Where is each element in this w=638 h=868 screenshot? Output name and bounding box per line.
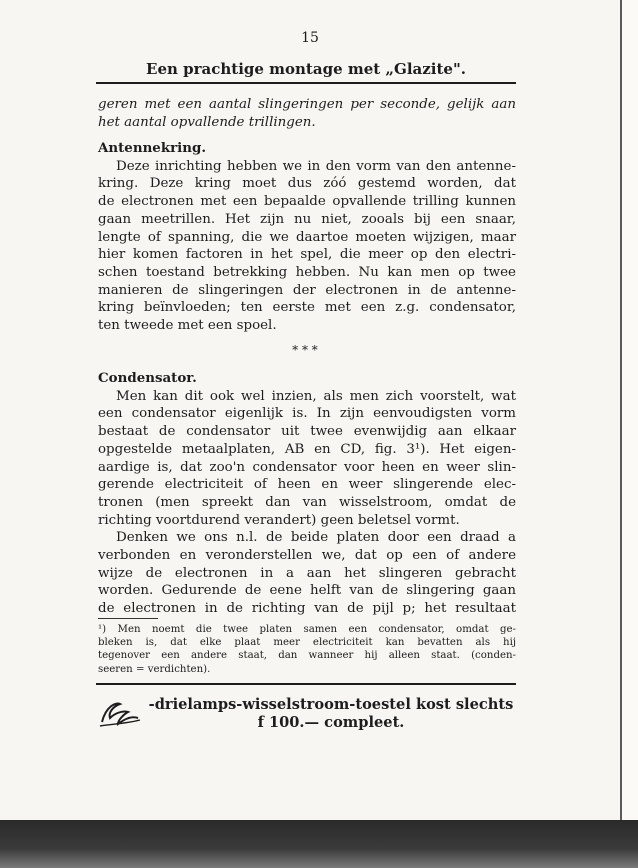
body-line: opgestelde metaalplaten, AB en CD, fig. 3¹). Het eigen-: [98, 441, 516, 457]
advert-text-line2: f 100.— compleet.: [257, 714, 405, 731]
body-line: een condensator eigenlijk is. In zijn eenvoudigsten vorm: [98, 406, 516, 422]
advert-rule: [96, 683, 516, 685]
body-line: kring. Deze kring moet dus zóó gestemd worden, dat: [98, 176, 516, 192]
section-antennekring: [98, 140, 516, 335]
body-line: de electronen in de richting van de pijl p; het resultaat: [98, 601, 516, 617]
page-number: 15: [301, 30, 319, 46]
section-condensator: [98, 370, 516, 618]
body-line: verbonden en veronderstellen we, dat op een of andere: [98, 548, 516, 564]
body-line: wijze de electronen in a aan het slingeren gebracht: [98, 565, 516, 581]
running-title: Een prachtige montage met „Glazite".: [146, 60, 466, 78]
body-line: lengte of spanning, die we daartoe moeten wijzigen, maar: [98, 229, 516, 245]
etafem-logo: [98, 698, 142, 728]
body-line: gaan meetrillen. Het zijn nu niet, zooals bij een snaar,: [98, 211, 516, 227]
body-line: tronen (men spreekt dan van wisselstroom, omdat de: [98, 494, 516, 510]
section-separator: [0, 345, 610, 355]
footnote-line: ¹) Men noemt die twee platen samen een condensator, omdat ge-: [98, 624, 516, 635]
separator-stars: * * *: [292, 343, 318, 357]
body-line: manieren de slingeringen der electronen in de antenne-: [98, 282, 516, 298]
intro-line: het aantal opvallende trillingen.: [98, 114, 316, 130]
advertisement: [98, 690, 516, 740]
body-line: bestaat de condensator uit twee evenwijdig aan elkaar: [98, 424, 516, 440]
footnote: [98, 623, 516, 676]
intro-line: geren met een aantal slingeringen per seconde, gelijk aan: [98, 97, 516, 112]
body-line: Men kan dit ook wel inzien, als men zich voorstelt, wat: [116, 388, 516, 404]
body-line: schen toestand betrekking hebben. Nu kan men op twee: [98, 264, 516, 280]
footnote-line: bleken is, dat elke plaat meer electriciteit kan bevatten als hij: [98, 637, 516, 649]
scan-shadow: [0, 820, 638, 868]
intro-paragraph: [98, 96, 516, 131]
body-line: de electronen met een bepaalde opvallende trilling kunnen: [98, 194, 516, 210]
body-line: richting voortdurend verandert) geen beletsel vormt.: [98, 512, 460, 528]
footnote-line: tegenover een andere staat, dan wanneer hij alleen staat. (conden-: [98, 650, 516, 662]
advert-text-line1: -drielamps-wisselstroom-toestel kost slechts: [148, 696, 514, 713]
footnote-line: seeren = verdichten).: [98, 663, 211, 675]
body-line: hier komen factoren in het spel, die meer op den electri-: [98, 247, 516, 263]
body-line: Denken we ons n.l. de beide platen door een draad a: [116, 530, 516, 546]
body-line: ten tweede met een spoel.: [98, 318, 277, 334]
body-line: Deze inrichting hebben we in den vorm van den antenne-: [116, 158, 516, 174]
body-line: kring beïnvloeden; ten eerste met een z.g. condensator,: [98, 300, 516, 316]
body-line: gerende electriciteit of heen en weer slingerende elec-: [98, 477, 516, 493]
section-heading: Condensator.: [98, 370, 197, 386]
section-heading: Antennekring.: [98, 140, 207, 156]
body-line: worden. Gedurende de eene helft van de slingering gaan: [98, 583, 516, 599]
footnote-rule: [98, 618, 158, 619]
header-rule: [96, 82, 516, 84]
body-line: aardige is, dat zoo'n condensator voor heen en weer slin-: [98, 459, 516, 475]
